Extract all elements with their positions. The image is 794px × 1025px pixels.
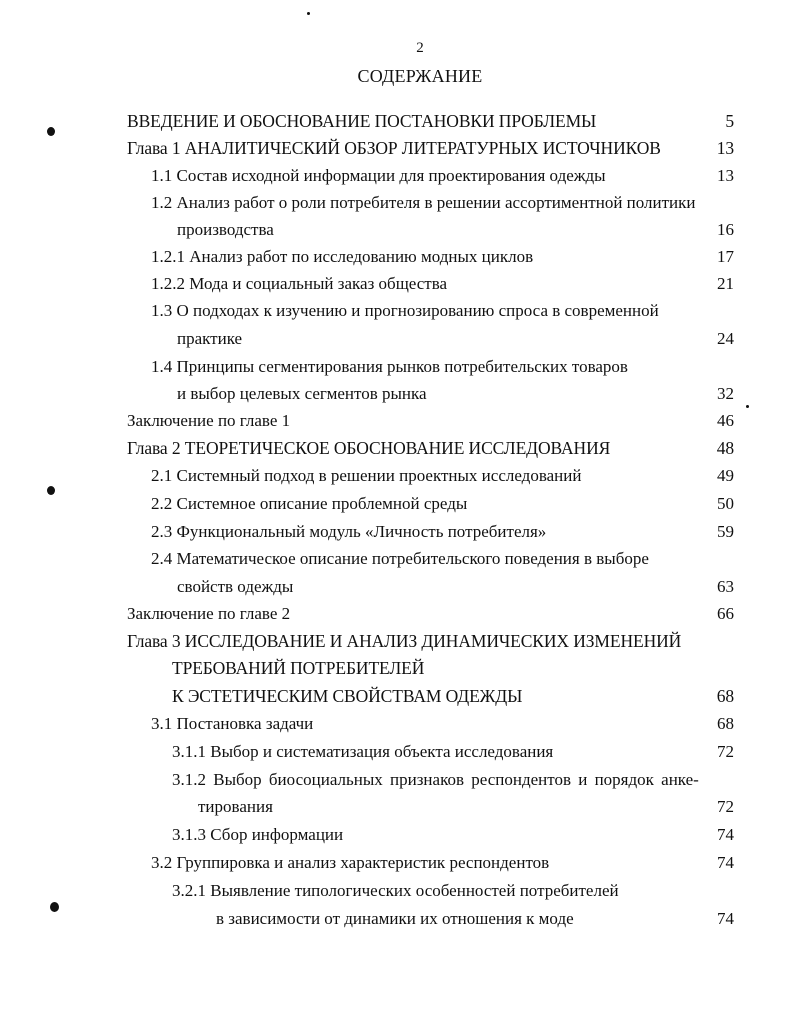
toc-entry bbox=[0, 577, 794, 603]
toc-entry-page: 68 bbox=[717, 714, 734, 733]
scan-speck bbox=[746, 405, 749, 408]
toc-entry bbox=[0, 138, 794, 164]
toc-entry-page: 46 bbox=[717, 411, 734, 430]
toc-entry bbox=[0, 494, 794, 520]
toc-entry-text: Заключение по главе 1 bbox=[127, 411, 291, 430]
toc-entry bbox=[0, 686, 794, 712]
scan-speck bbox=[307, 12, 310, 15]
toc-entry-text: 1.2 Анализ работ о роли потребителя в решении ассортиментной политики bbox=[151, 193, 696, 212]
toc-entry bbox=[0, 193, 794, 219]
toc-entry-text: 3.2 Группировка и анализ характеристик респондентов bbox=[151, 853, 550, 872]
toc-entry bbox=[0, 909, 794, 935]
toc-entry-page: 17 bbox=[717, 247, 734, 266]
toc-entry bbox=[0, 466, 794, 492]
toc-entry bbox=[0, 166, 794, 192]
toc-entry-text: 3.1 Постановка задачи bbox=[151, 714, 314, 733]
toc-entry-text: Глава 1 АНАЛИТИЧЕСКИЙ ОБЗОР ЛИТЕРАТУРНЫХ ИСТОЧНИКОВ bbox=[127, 138, 661, 158]
toc-entry-text: Глава 3 ИССЛЕДОВАНИЕ И АНАЛИЗ ДИНАМИЧЕСКИХ ИЗМЕНЕНИЙ bbox=[127, 631, 682, 651]
toc-entry-text: 3.1.1 Выбор и систематизация объекта исследования bbox=[172, 742, 554, 761]
toc-entry bbox=[0, 357, 794, 383]
toc-entry bbox=[0, 111, 794, 137]
toc-entry bbox=[0, 714, 794, 740]
toc-entry bbox=[0, 797, 794, 823]
toc-entry-text: и выбор целевых сегментов рынка bbox=[177, 384, 427, 403]
toc-entry-text: в зависимости от динамики их отношения к моде bbox=[216, 909, 574, 928]
toc-entry bbox=[0, 881, 794, 907]
toc-entry-page: 13 bbox=[716, 138, 734, 158]
toc-entry-text: Заключение по главе 2 bbox=[127, 604, 291, 623]
toc-entry-page: 49 bbox=[717, 466, 734, 485]
toc-entry bbox=[0, 384, 794, 410]
toc-entry bbox=[0, 853, 794, 879]
toc-entry bbox=[0, 631, 794, 657]
toc-entry-page: 74 bbox=[717, 909, 734, 928]
toc-entry bbox=[0, 274, 794, 300]
toc-entry-page: 74 bbox=[717, 853, 734, 872]
toc-entry bbox=[0, 329, 794, 355]
toc-entry bbox=[0, 522, 794, 548]
toc-entry-page: 21 bbox=[717, 274, 734, 293]
toc-entry-page: 50 bbox=[717, 494, 734, 513]
toc-entry bbox=[0, 220, 794, 246]
toc-entry-text: 2.2 Системное описание проблемной среды bbox=[151, 494, 468, 513]
toc-entry-page: 5 bbox=[725, 111, 734, 131]
toc-entry-page: 16 bbox=[717, 220, 734, 239]
toc-title: СОДЕРЖАНИЕ bbox=[357, 66, 483, 86]
toc-entry bbox=[0, 438, 794, 464]
toc-entry-text: 1.2.1 Анализ работ по исследованию модных циклов bbox=[151, 247, 534, 266]
toc-entry-text: 3.1.2 Выбор биосоциальных признаков респондентов и порядок анке- bbox=[172, 770, 699, 789]
toc-entry-page: 59 bbox=[717, 522, 734, 541]
toc-entry bbox=[0, 604, 794, 630]
toc-entry bbox=[0, 549, 794, 575]
page-number: 2 bbox=[416, 40, 424, 56]
toc-entry bbox=[0, 247, 794, 273]
toc-entry-page: 13 bbox=[717, 166, 734, 185]
toc-entry bbox=[0, 825, 794, 851]
toc-entry-page: 72 bbox=[717, 797, 734, 816]
toc-entry-page: 48 bbox=[716, 438, 734, 458]
toc-entry-text: 3.1.3 Сбор информации bbox=[172, 825, 344, 844]
toc-entry-text: тирования bbox=[198, 797, 273, 816]
toc-entry-page: 66 bbox=[717, 604, 734, 623]
scan-speck bbox=[50, 902, 59, 912]
toc-entry bbox=[0, 770, 794, 796]
toc-entry-text: 1.3 О подходах к изучению и прогнозированию спроса в современной bbox=[151, 301, 659, 320]
toc-entry-page: 32 bbox=[717, 384, 734, 403]
toc-entry-page: 68 bbox=[716, 686, 734, 706]
toc-entry-text: свойств одежды bbox=[177, 577, 294, 596]
scan-speck bbox=[47, 486, 55, 495]
toc-entry bbox=[0, 411, 794, 437]
toc-entry-text: ВВЕДЕНИЕ И ОБОСНОВАНИЕ ПОСТАНОВКИ ПРОБЛЕМЫ bbox=[127, 111, 597, 131]
toc-entry-page: 74 bbox=[717, 825, 734, 844]
toc-entry-text: 1.4 Принципы сегментирования рынков потребительских товаров bbox=[151, 357, 628, 376]
toc-entry-text: 2.4 Математическое описание потребительского поведения в выборе bbox=[151, 549, 649, 568]
toc-entry-text: 2.1 Системный подход в решении проектных исследований bbox=[151, 466, 582, 485]
toc-entry bbox=[0, 742, 794, 768]
toc-entry-text: 2.3 Функциональный модуль «Личность потребителя» bbox=[151, 522, 547, 541]
toc-entry-text: Глава 2 ТЕОРЕТИЧЕСКОЕ ОБОСНОВАНИЕ ИССЛЕДОВАНИЯ bbox=[127, 438, 611, 458]
scan-speck bbox=[47, 127, 55, 136]
toc-entry bbox=[0, 658, 794, 684]
toc-entry-page: 63 bbox=[717, 577, 734, 596]
toc-entry-text: практике bbox=[177, 329, 243, 348]
toc-entry-text: 1.1 Состав исходной информации для проектирования одежды bbox=[151, 166, 606, 185]
toc-entry-text: К ЭСТЕТИЧЕСКИМ СВОЙСТВАМ ОДЕЖДЫ bbox=[172, 686, 523, 706]
toc-entry-text: 1.2.2 Мода и социальный заказ общества bbox=[151, 274, 448, 293]
toc-entry-text: производства bbox=[177, 220, 274, 239]
toc-entry-text: ТРЕБОВАНИЙ ПОТРЕБИТЕЛЕЙ bbox=[172, 658, 425, 678]
toc-entry-page: 24 bbox=[717, 329, 734, 348]
toc-entry bbox=[0, 301, 794, 327]
toc-entry-text: 3.2.1 Выявление типологических особенностей потребителей bbox=[172, 881, 619, 900]
toc-entry-page: 72 bbox=[717, 742, 734, 761]
